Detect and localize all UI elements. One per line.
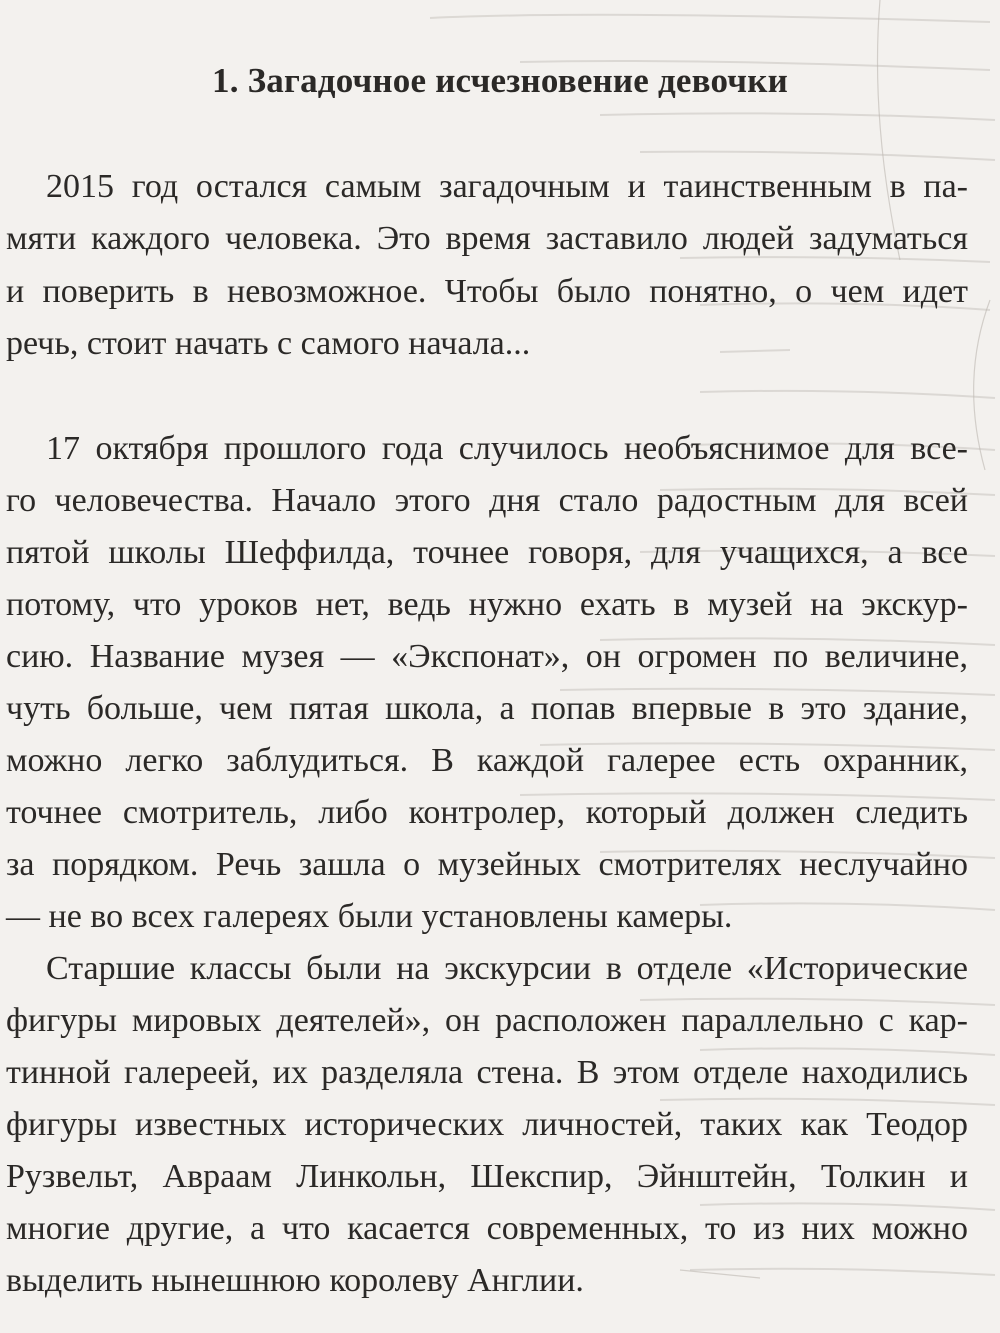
text-line: выделить нынешнюю королеву Англии. (6, 1262, 584, 1299)
text-line: Старшие классы были на экскурсии в отделе «Исторические (46, 950, 968, 987)
text-line: за порядком. Речь зашла о музейных смотрителях неслучайно (6, 846, 968, 883)
text-line: точнее смотритель, либо контролер, который должен следить (6, 794, 968, 831)
text-line: мяти каждого человека. Это время заставило людей задуматься (6, 220, 968, 257)
text-line: пятой школы Шеффилда, точнее говоря, для учащихся, а все (6, 534, 968, 571)
text-line: сию. Название музея — «Экспонат», он огромен по величине, (6, 638, 968, 675)
text-line: можно легко заблудиться. В каждой галерее есть охранник, (6, 742, 968, 779)
text-line: Рузвельт, Авраам Линкольн, Шекспир, Эйнштейн, Толкин и (6, 1158, 968, 1195)
text-line: 17 октября прошлого года случилось необъяснимое для все- (46, 430, 968, 467)
chapter-heading: 1. Загадочное исчезновение девочки (212, 61, 788, 100)
text-line: 2015 год остался самым загадочным и таинственным в па- (46, 168, 968, 205)
text-line: потому, что уроков нет, ведь нужно ехать в музей на экскур- (6, 586, 968, 623)
text-line: речь, стоит начать с самого начала... (6, 325, 531, 362)
text-line: чуть больше, чем пятая школа, а попав впервые в это здание, (6, 690, 968, 727)
text-line: — не во всех галереях были установлены камеры. (6, 898, 733, 935)
text-line: фигуры мировых деятелей», он расположен параллельно с кар- (6, 1002, 968, 1039)
text-line: многие другие, а что касается современных, то из них можно (6, 1210, 968, 1247)
text-line: и поверить в невозможное. Чтобы было понятно, о чем идет (6, 273, 968, 310)
text-line: го человечества. Начало этого дня стало радостным для всей (6, 482, 968, 519)
text-line: тинной галереей, их разделяла стена. В этом отделе находились (6, 1054, 968, 1091)
text-line: фигуры известных исторических личностей, таких как Теодор (6, 1106, 968, 1143)
